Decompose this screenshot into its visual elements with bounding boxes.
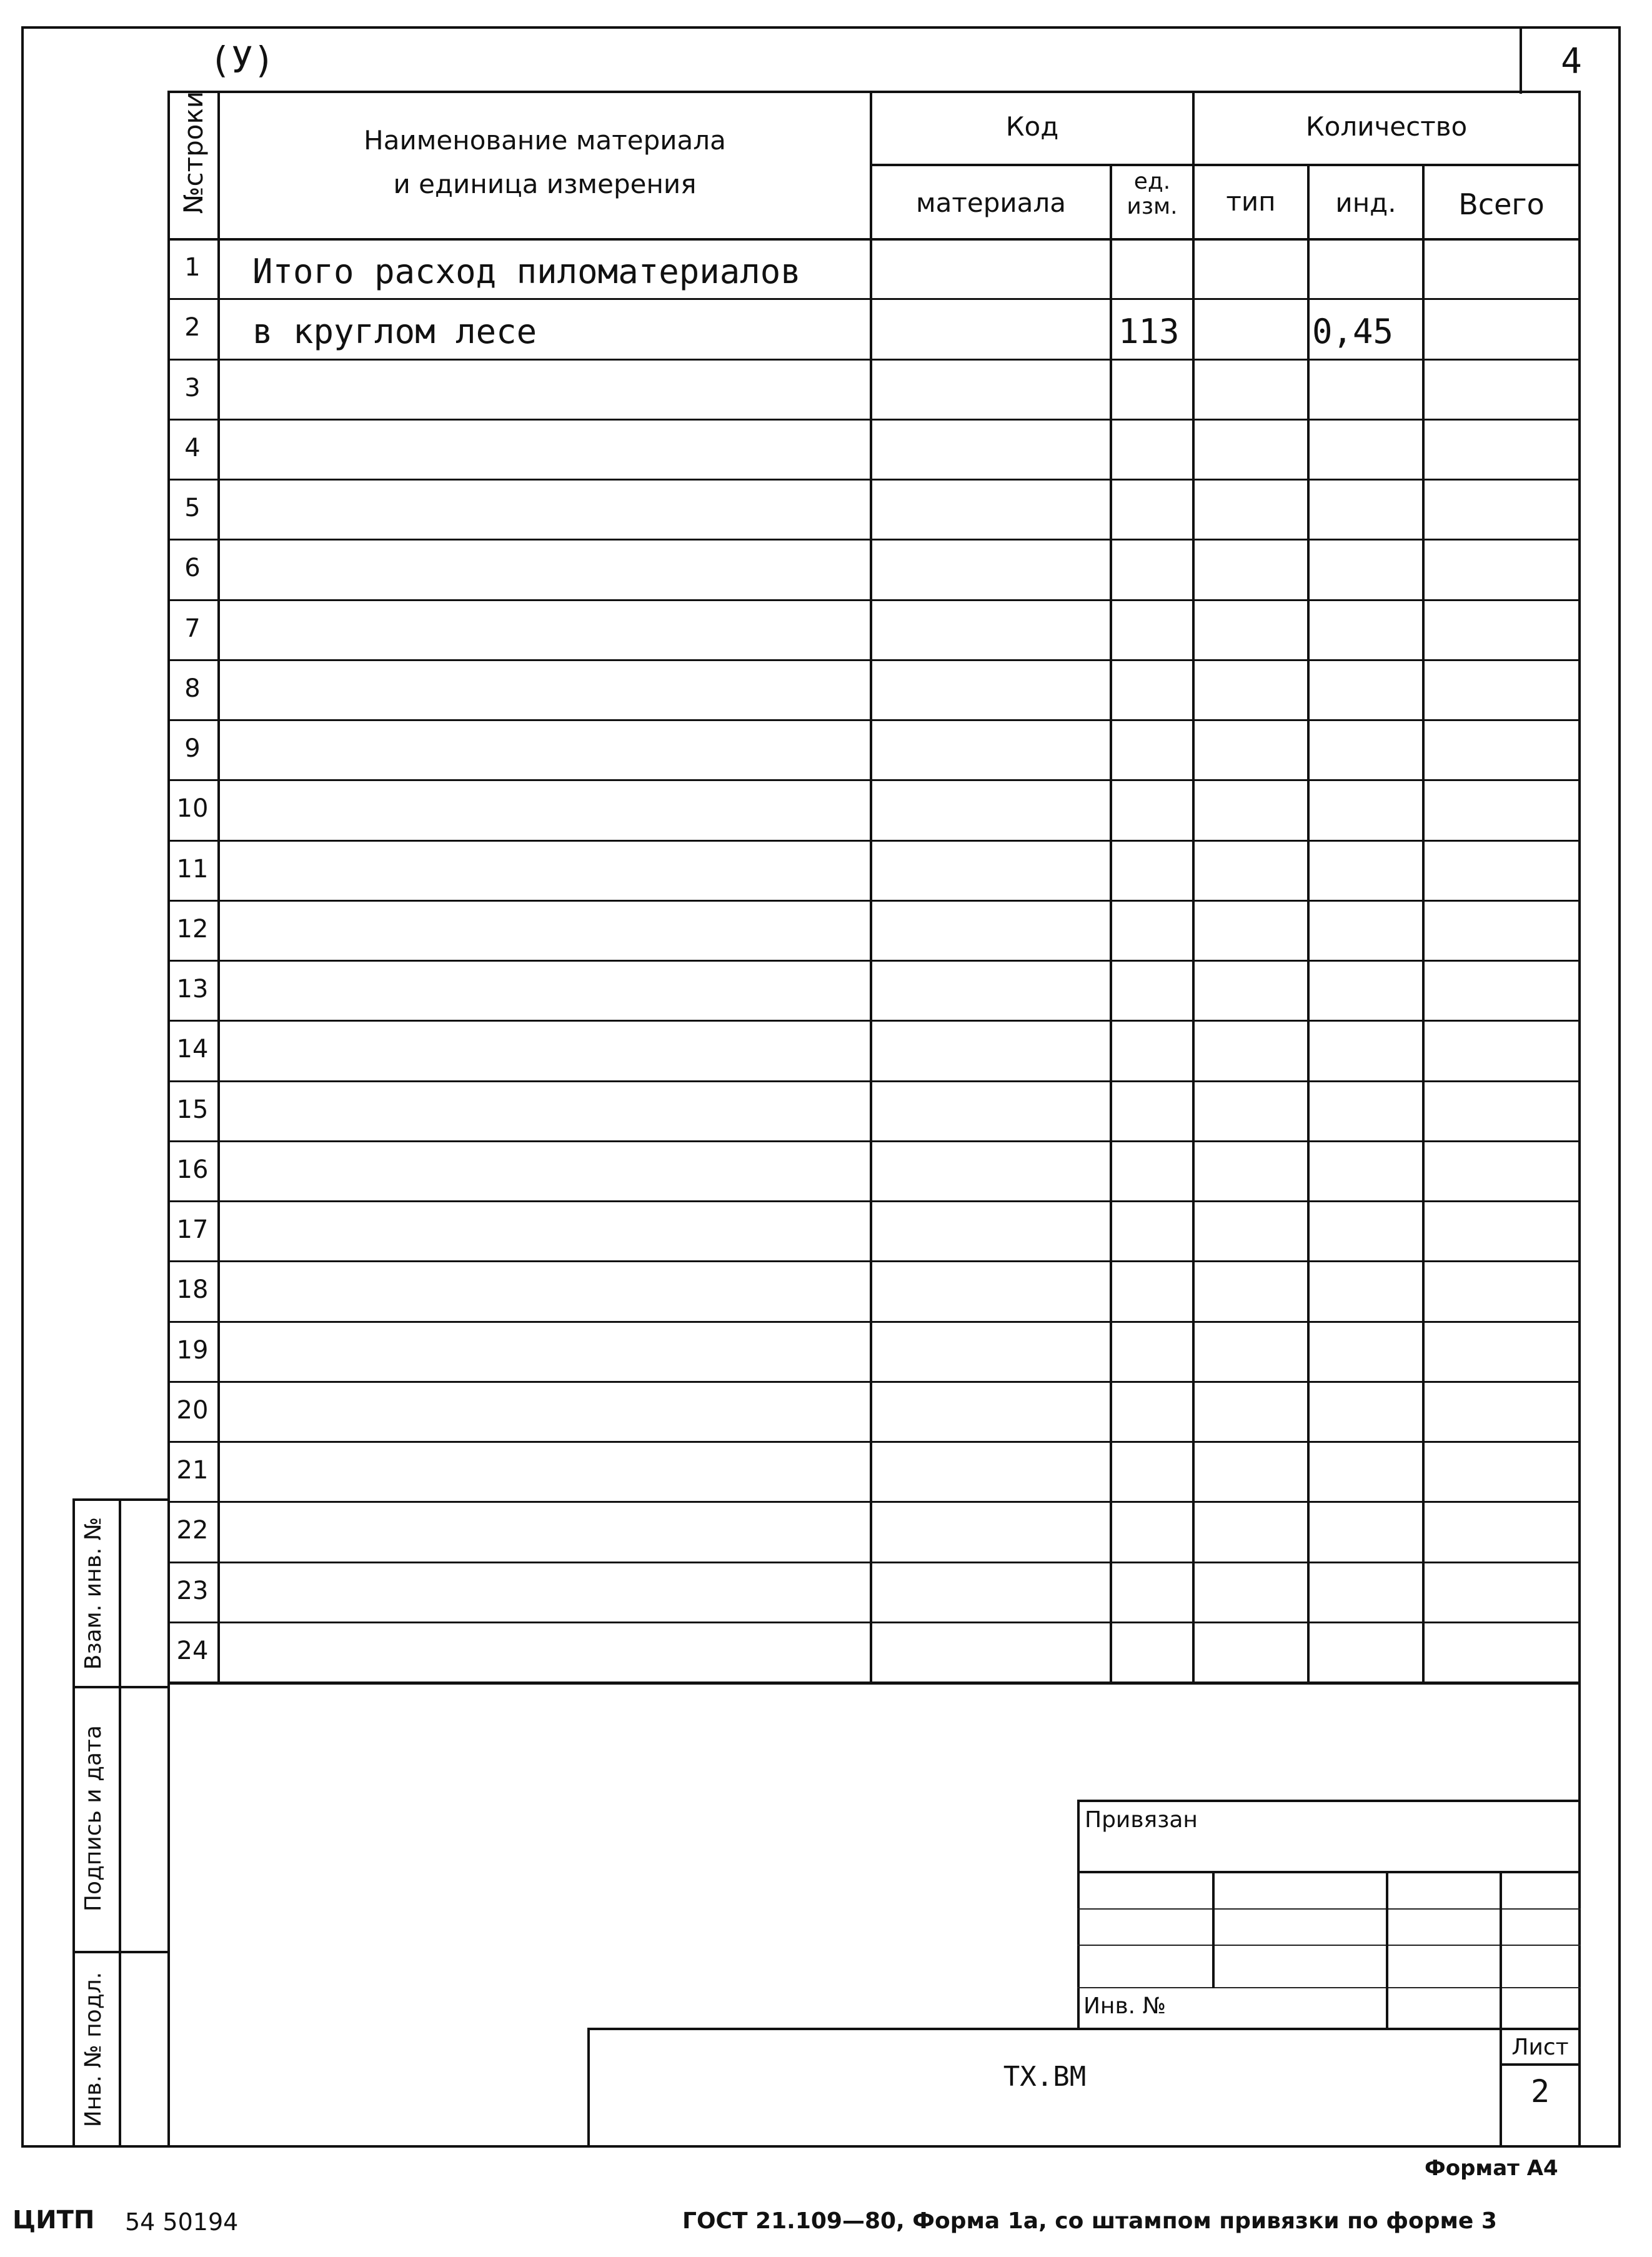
stamp-col-2 xyxy=(1386,1871,1388,2029)
header-code: Код xyxy=(1005,111,1059,142)
stamp-inv-no: Инв. № xyxy=(1083,1993,1167,2019)
header-material: материала xyxy=(915,187,1066,218)
row-separator xyxy=(167,1140,1581,1142)
row-ind: 0,45 xyxy=(1312,312,1394,351)
row-separator xyxy=(167,1321,1581,1323)
row-number: 4 xyxy=(184,434,201,462)
row-name: в круглом лесе xyxy=(252,312,537,351)
header-total: Всего xyxy=(1458,187,1545,221)
row-separator xyxy=(167,719,1581,721)
row-separator xyxy=(167,1080,1581,1082)
row-number: 3 xyxy=(184,374,201,402)
stamp-line-2 xyxy=(1077,1908,1581,1910)
row-unit: 113 xyxy=(1118,312,1180,351)
col-sep-name xyxy=(870,91,872,1684)
top-mark: (У) xyxy=(209,39,275,81)
header-ind: инд. xyxy=(1335,187,1396,218)
row-separator xyxy=(167,1562,1581,1563)
row-number: 13 xyxy=(176,975,209,1004)
row-number: 24 xyxy=(176,1637,209,1665)
row-number: 14 xyxy=(176,1035,209,1064)
page-number-divider xyxy=(1520,26,1522,94)
header-unit-line2: изм. xyxy=(1127,194,1178,219)
side-line-2 xyxy=(72,1951,167,1953)
stamp-line-4 xyxy=(1077,1987,1581,1988)
row-number: 19 xyxy=(176,1336,209,1365)
header-row-no: №строки xyxy=(178,91,209,214)
row-number: 23 xyxy=(176,1577,209,1605)
row-separator xyxy=(167,479,1581,481)
row-number: 17 xyxy=(176,1215,209,1244)
row-number: 20 xyxy=(176,1396,209,1425)
row-separator xyxy=(167,1441,1581,1443)
row-separator xyxy=(167,1260,1581,1262)
side-vzam-label: Взам. инв. № xyxy=(81,1517,106,1670)
stamp-main-top xyxy=(587,2028,1581,2030)
row-separator xyxy=(167,659,1581,661)
row-number: 5 xyxy=(184,494,201,522)
stamp-sheet-label: Лист xyxy=(1511,2035,1569,2060)
row-separator xyxy=(167,1200,1581,1202)
row-number: 2 xyxy=(184,313,201,342)
row-separator xyxy=(167,1020,1581,1022)
stamp-designation: ТХ.ВМ xyxy=(1003,2061,1087,2093)
footer-left: ЦИТП xyxy=(12,2206,95,2235)
header-name-line1: Наименование материала xyxy=(364,125,726,156)
footer-gost: ГОСТ 21.109—80, Форма 1а, со штампом привязки по форме 3 xyxy=(682,2208,1497,2234)
table-right-border xyxy=(1578,91,1581,2148)
row-separator xyxy=(167,1622,1581,1623)
header-quantity: Количество xyxy=(1305,111,1468,142)
row-separator xyxy=(167,298,1581,300)
row-number: 15 xyxy=(176,1095,209,1124)
side-inner-line xyxy=(119,1498,121,2148)
stamp-left-line xyxy=(1077,1800,1080,2029)
stamp-line-3 xyxy=(1077,1945,1581,1946)
header-type: тип xyxy=(1226,186,1276,217)
row-number: 8 xyxy=(184,674,201,703)
row-separator xyxy=(167,419,1581,421)
row-number: 16 xyxy=(176,1155,209,1184)
col-sep-ind xyxy=(1422,164,1425,1684)
stamp-col-1 xyxy=(1212,1871,1215,1988)
stamp-top-line xyxy=(1077,1800,1581,1802)
row-separator xyxy=(167,539,1581,541)
row-separator xyxy=(167,960,1581,962)
row-separator xyxy=(167,359,1581,361)
row-separator xyxy=(167,840,1581,842)
row-number: 22 xyxy=(176,1516,209,1545)
side-inv-podl-label: Инв. № подл. xyxy=(81,1971,106,2128)
footer-left-number: 54 50194 xyxy=(125,2208,239,2236)
header-bottom-line xyxy=(167,238,1581,241)
header-unit-line1: ед. xyxy=(1133,169,1171,194)
row-separator xyxy=(167,779,1581,781)
row-number: 1 xyxy=(184,253,201,282)
side-podpis-label: Подпись и дата xyxy=(81,1725,106,1912)
col-sep-rownum xyxy=(217,91,220,1684)
col-sep-material xyxy=(1110,164,1112,1684)
row-number: 11 xyxy=(176,855,209,884)
stamp-privyazan: Привязан xyxy=(1085,1807,1198,1833)
row-number: 12 xyxy=(176,915,209,944)
col-sep-type xyxy=(1307,164,1310,1684)
row-number: 6 xyxy=(184,554,201,582)
page-number: 4 xyxy=(1561,41,1582,82)
footer-format: Формат А4 xyxy=(1425,2156,1558,2181)
row-number: 9 xyxy=(184,734,201,763)
row-separator xyxy=(167,1682,1581,1684)
stamp-line-1 xyxy=(1077,1871,1581,1873)
row-number: 18 xyxy=(176,1275,209,1304)
row-separator xyxy=(167,1381,1581,1383)
row-separator xyxy=(167,599,1581,601)
row-name: Итого расход пиломатериалов xyxy=(252,252,801,291)
header-name-line2: и единица измерения xyxy=(393,169,697,199)
stamp-col-3 xyxy=(1500,1871,1502,2029)
stamp-sheet-split xyxy=(1500,2063,1581,2066)
stamp-sheet-value: 2 xyxy=(1530,2073,1550,2110)
row-number: 7 xyxy=(184,614,201,643)
row-number: 10 xyxy=(176,794,209,823)
row-separator xyxy=(167,1501,1581,1503)
row-separator xyxy=(167,900,1581,902)
header-split-line xyxy=(870,164,1580,166)
table-top-border xyxy=(167,91,1581,93)
col-sep-unit xyxy=(1192,91,1195,1684)
row-number: 21 xyxy=(176,1456,209,1485)
